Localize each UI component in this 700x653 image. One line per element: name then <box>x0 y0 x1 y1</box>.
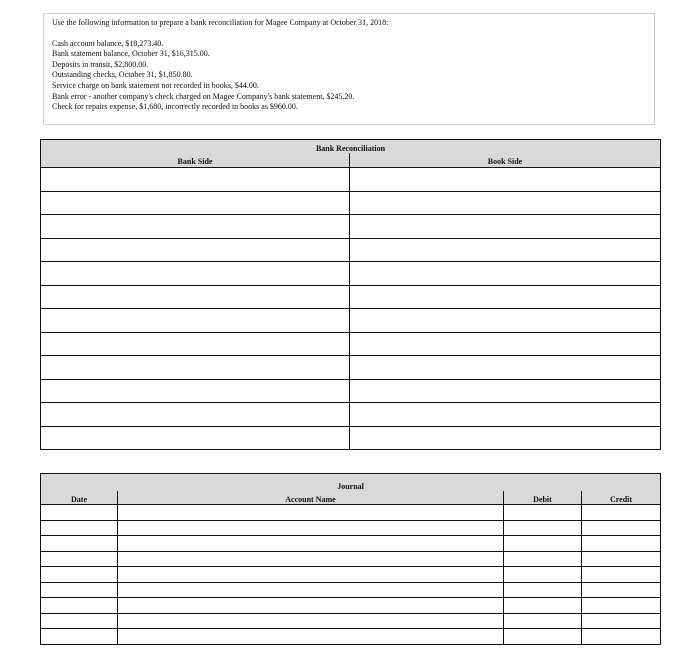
info-line: Bank error - another company's check charged on Magee Company's bank statement, $245.20. <box>52 91 355 101</box>
credit-cell[interactable] <box>582 613 661 629</box>
debit-cell[interactable] <box>504 520 582 536</box>
reconciliation-title: Bank Reconciliation <box>41 140 661 154</box>
account-name-cell[interactable] <box>118 567 504 583</box>
credit-cell[interactable] <box>582 567 661 583</box>
credit-cell[interactable] <box>582 582 661 598</box>
bank-reconciliation-table <box>40 139 661 450</box>
bank-side-cell[interactable] <box>41 168 350 192</box>
journal-row <box>41 598 661 614</box>
problem-intro: Use the following information to prepare a bank reconciliation for Magee Company at October 31, 2018: <box>52 18 389 27</box>
debit-cell[interactable] <box>504 613 582 629</box>
date-cell[interactable] <box>41 505 118 521</box>
bank-side-cell[interactable] <box>41 379 350 403</box>
info-line: Check for repairs expense, $1,680, incorrectly recorded in books as $960.00. <box>52 102 298 112</box>
bank-side-cell[interactable] <box>41 215 350 239</box>
book-side-cell[interactable] <box>350 191 661 215</box>
bank-side-cell[interactable] <box>41 262 350 286</box>
bank-side-cell[interactable] <box>41 403 350 427</box>
book-side-cell[interactable] <box>350 403 661 427</box>
reconciliation-row <box>41 285 661 309</box>
date-cell[interactable] <box>41 536 118 552</box>
credit-column-header: Credit <box>582 491 661 505</box>
date-column-header: Date <box>41 491 118 505</box>
credit-cell[interactable] <box>582 598 661 614</box>
account-name-cell[interactable] <box>118 551 504 567</box>
debit-cell[interactable] <box>504 567 582 583</box>
bank-side-cell[interactable] <box>41 285 350 309</box>
date-cell[interactable] <box>41 613 118 629</box>
bank-side-cell[interactable] <box>41 332 350 356</box>
account-name-cell[interactable] <box>118 629 504 645</box>
info-line: Outstanding checks, October 31, $1,850.80. <box>52 70 193 80</box>
info-line: Service charge on bank statement not recorded in books, $44.00. <box>52 80 259 90</box>
debit-cell[interactable] <box>504 582 582 598</box>
journal-row <box>41 505 661 521</box>
book-side-cell[interactable] <box>350 168 661 192</box>
journal-row <box>41 536 661 552</box>
account-name-cell[interactable] <box>118 613 504 629</box>
reconciliation-row <box>41 426 661 450</box>
info-line: Cash account balance, $18,273.40. <box>52 38 164 48</box>
account-name-cell[interactable] <box>118 505 504 521</box>
journal-row <box>41 551 661 567</box>
journal-row <box>41 629 661 645</box>
reconciliation-row <box>41 332 661 356</box>
date-cell[interactable] <box>41 567 118 583</box>
book-side-cell[interactable] <box>350 379 661 403</box>
date-cell[interactable] <box>41 598 118 614</box>
credit-cell[interactable] <box>582 536 661 552</box>
credit-cell[interactable] <box>582 629 661 645</box>
journal-row <box>41 520 661 536</box>
debit-cell[interactable] <box>504 598 582 614</box>
bank-side-cell[interactable] <box>41 426 350 450</box>
problem-info-box <box>43 13 655 125</box>
account-name-column-header: Account Name <box>118 491 504 505</box>
account-name-cell[interactable] <box>118 536 504 552</box>
date-cell[interactable] <box>41 582 118 598</box>
debit-cell[interactable] <box>504 629 582 645</box>
date-cell[interactable] <box>41 551 118 567</box>
credit-cell[interactable] <box>582 551 661 567</box>
date-cell[interactable] <box>41 520 118 536</box>
book-side-header: Book Side <box>350 153 661 168</box>
debit-column-header: Debit <box>504 491 582 505</box>
bank-side-cell[interactable] <box>41 238 350 262</box>
journal-row <box>41 582 661 598</box>
credit-cell[interactable] <box>582 505 661 521</box>
book-side-cell[interactable] <box>350 215 661 239</box>
reconciliation-row <box>41 379 661 403</box>
account-name-cell[interactable] <box>118 598 504 614</box>
book-side-cell[interactable] <box>350 426 661 450</box>
journal-row <box>41 613 661 629</box>
book-side-cell[interactable] <box>350 309 661 333</box>
journal-table <box>40 473 661 645</box>
account-name-cell[interactable] <box>118 582 504 598</box>
reconciliation-row <box>41 215 661 239</box>
reconciliation-row <box>41 403 661 427</box>
journal-title: Journal <box>41 474 661 492</box>
book-side-cell[interactable] <box>350 238 661 262</box>
bank-side-cell[interactable] <box>41 309 350 333</box>
reconciliation-row <box>41 191 661 215</box>
debit-cell[interactable] <box>504 536 582 552</box>
journal-row <box>41 567 661 583</box>
reconciliation-row <box>41 168 661 192</box>
book-side-cell[interactable] <box>350 332 661 356</box>
bank-side-cell[interactable] <box>41 191 350 215</box>
reconciliation-row <box>41 238 661 262</box>
bank-side-cell[interactable] <box>41 356 350 380</box>
credit-cell[interactable] <box>582 520 661 536</box>
book-side-cell[interactable] <box>350 285 661 309</box>
reconciliation-row <box>41 309 661 333</box>
book-side-cell[interactable] <box>350 262 661 286</box>
date-cell[interactable] <box>41 629 118 645</box>
info-line: Deposits in transit, $2,800.00. <box>52 59 149 69</box>
book-side-cell[interactable] <box>350 356 661 380</box>
reconciliation-row <box>41 262 661 286</box>
info-line: Bank statement balance, October 31, $16,315.00. <box>52 49 210 59</box>
debit-cell[interactable] <box>504 551 582 567</box>
debit-cell[interactable] <box>504 505 582 521</box>
account-name-cell[interactable] <box>118 520 504 536</box>
bank-side-header: Bank Side <box>41 153 350 168</box>
reconciliation-row <box>41 356 661 380</box>
